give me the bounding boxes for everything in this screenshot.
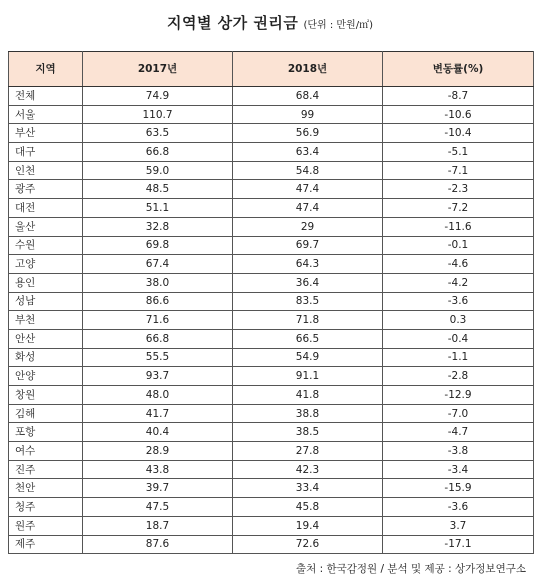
cell-region: 화성 (9, 348, 83, 367)
cell-change: 3.7 (383, 516, 534, 535)
table-row (9, 498, 534, 517)
table-row (9, 329, 534, 348)
table-row (9, 386, 534, 405)
cell-2018: 71.8 (233, 311, 383, 330)
cell-2018: 69.7 (233, 236, 383, 255)
cell-2017: 40.4 (83, 423, 233, 442)
cell-2018: 64.3 (233, 255, 383, 274)
cell-region: 전체 (9, 87, 83, 106)
header-2017: 2017년 (83, 52, 233, 87)
cell-2017: 59.0 (83, 161, 233, 180)
cell-change: -3.6 (383, 292, 534, 311)
cell-2018: 19.4 (233, 516, 383, 535)
cell-change: -10.4 (383, 124, 534, 143)
source-note: 출처 : 한국감정원 / 분석 및 제공 : 상가정보연구소 (295, 563, 526, 575)
table-row (9, 143, 534, 162)
table-row (9, 273, 534, 292)
cell-change: -0.1 (383, 236, 534, 255)
cell-2017: 41.7 (83, 404, 233, 423)
table-row (9, 292, 534, 311)
cell-2018: 83.5 (233, 292, 383, 311)
cell-2018: 38.5 (233, 423, 383, 442)
cell-region: 용인 (9, 273, 83, 292)
cell-region: 여수 (9, 442, 83, 461)
unit-text: (단위 : 만원/㎡) (303, 20, 373, 31)
table-row (9, 311, 534, 330)
cell-change: -4.2 (383, 273, 534, 292)
cell-2017: 74.9 (83, 87, 233, 106)
cell-2017: 93.7 (83, 367, 233, 386)
cell-2017: 71.6 (83, 311, 233, 330)
cell-2018: 66.5 (233, 329, 383, 348)
cell-2017: 28.9 (83, 442, 233, 461)
table-row (9, 442, 534, 461)
cell-2018: 27.8 (233, 442, 383, 461)
cell-2017: 55.5 (83, 348, 233, 367)
cell-change: 0.3 (383, 311, 534, 330)
cell-2017: 110.7 (83, 105, 233, 124)
cell-region: 제주 (9, 535, 83, 554)
title-text: 지역별 상가 권리금 (166, 14, 299, 32)
cell-change: -7.2 (383, 199, 534, 218)
table-row (9, 479, 534, 498)
cell-change: -3.4 (383, 460, 534, 479)
cell-change: -3.8 (383, 442, 534, 461)
cell-change: -17.1 (383, 535, 534, 554)
cell-change: -10.6 (383, 105, 534, 124)
cell-region: 인천 (9, 161, 83, 180)
cell-region: 부산 (9, 124, 83, 143)
table-row (9, 535, 534, 554)
cell-region: 광주 (9, 180, 83, 199)
table-row (9, 348, 534, 367)
cell-change: -12.9 (383, 386, 534, 405)
cell-change: -4.6 (383, 255, 534, 274)
cell-2017: 69.8 (83, 236, 233, 255)
cell-region: 부천 (9, 311, 83, 330)
cell-region: 창원 (9, 386, 83, 405)
header-row (9, 52, 534, 87)
cell-2017: 48.5 (83, 180, 233, 199)
cell-region: 수원 (9, 236, 83, 255)
header-2018: 2018년 (233, 52, 383, 87)
header-region: 지역 (9, 52, 83, 87)
cell-change: -7.0 (383, 404, 534, 423)
cell-2017: 43.8 (83, 460, 233, 479)
table-row (9, 404, 534, 423)
cell-2018: 45.8 (233, 498, 383, 517)
cell-2018: 99 (233, 105, 383, 124)
table-row (9, 199, 534, 218)
cell-2017: 66.8 (83, 143, 233, 162)
cell-2017: 86.6 (83, 292, 233, 311)
cell-2017: 18.7 (83, 516, 233, 535)
cell-region: 포항 (9, 423, 83, 442)
cell-2018: 47.4 (233, 199, 383, 218)
table-title (0, 12, 540, 33)
table-row (9, 161, 534, 180)
cell-region: 성남 (9, 292, 83, 311)
cell-2017: 38.0 (83, 273, 233, 292)
cell-2018: 72.6 (233, 535, 383, 554)
cell-region: 울산 (9, 217, 83, 236)
cell-change: -8.7 (383, 87, 534, 106)
table-row (9, 367, 534, 386)
cell-2018: 33.4 (233, 479, 383, 498)
cell-change: -15.9 (383, 479, 534, 498)
cell-change: -4.7 (383, 423, 534, 442)
cell-region: 진주 (9, 460, 83, 479)
cell-2018: 54.9 (233, 348, 383, 367)
table-row (9, 124, 534, 143)
cell-2018: 36.4 (233, 273, 383, 292)
table-row (9, 180, 534, 199)
cell-2018: 42.3 (233, 460, 383, 479)
cell-region: 고양 (9, 255, 83, 274)
header-change: 변동률(%) (383, 52, 534, 87)
table-body (9, 87, 534, 554)
cell-region: 안산 (9, 329, 83, 348)
cell-change: -3.6 (383, 498, 534, 517)
cell-change: -11.6 (383, 217, 534, 236)
cell-2018: 68.4 (233, 87, 383, 106)
cell-2018: 38.8 (233, 404, 383, 423)
cell-change: -2.3 (383, 180, 534, 199)
cell-2017: 32.8 (83, 217, 233, 236)
table-row (9, 87, 534, 106)
cell-region: 대구 (9, 143, 83, 162)
cell-change: -5.1 (383, 143, 534, 162)
table-row (9, 217, 534, 236)
cell-change: -2.8 (383, 367, 534, 386)
cell-2017: 48.0 (83, 386, 233, 405)
cell-2017: 67.4 (83, 255, 233, 274)
table-row (9, 255, 534, 274)
cell-2018: 91.1 (233, 367, 383, 386)
cell-2018: 54.8 (233, 161, 383, 180)
cell-2018: 56.9 (233, 124, 383, 143)
cell-region: 안양 (9, 367, 83, 386)
table-row (9, 460, 534, 479)
cell-region: 서울 (9, 105, 83, 124)
cell-change: -1.1 (383, 348, 534, 367)
cell-2018: 41.8 (233, 386, 383, 405)
cell-region: 원주 (9, 516, 83, 535)
cell-change: -0.4 (383, 329, 534, 348)
cell-2018: 29 (233, 217, 383, 236)
table-row (9, 236, 534, 255)
cell-region: 대전 (9, 199, 83, 218)
table-row (9, 423, 534, 442)
cell-2017: 63.5 (83, 124, 233, 143)
cell-region: 천안 (9, 479, 83, 498)
cell-2017: 51.1 (83, 199, 233, 218)
cell-2017: 47.5 (83, 498, 233, 517)
cell-region: 김해 (9, 404, 83, 423)
cell-change: -7.1 (383, 161, 534, 180)
cell-2017: 39.7 (83, 479, 233, 498)
cell-2018: 63.4 (233, 143, 383, 162)
cell-2017: 66.8 (83, 329, 233, 348)
cell-2017: 87.6 (83, 535, 233, 554)
table-row (9, 516, 534, 535)
cell-region: 청주 (9, 498, 83, 517)
table-row (9, 105, 534, 124)
cell-2018: 47.4 (233, 180, 383, 199)
data-table (8, 51, 534, 554)
